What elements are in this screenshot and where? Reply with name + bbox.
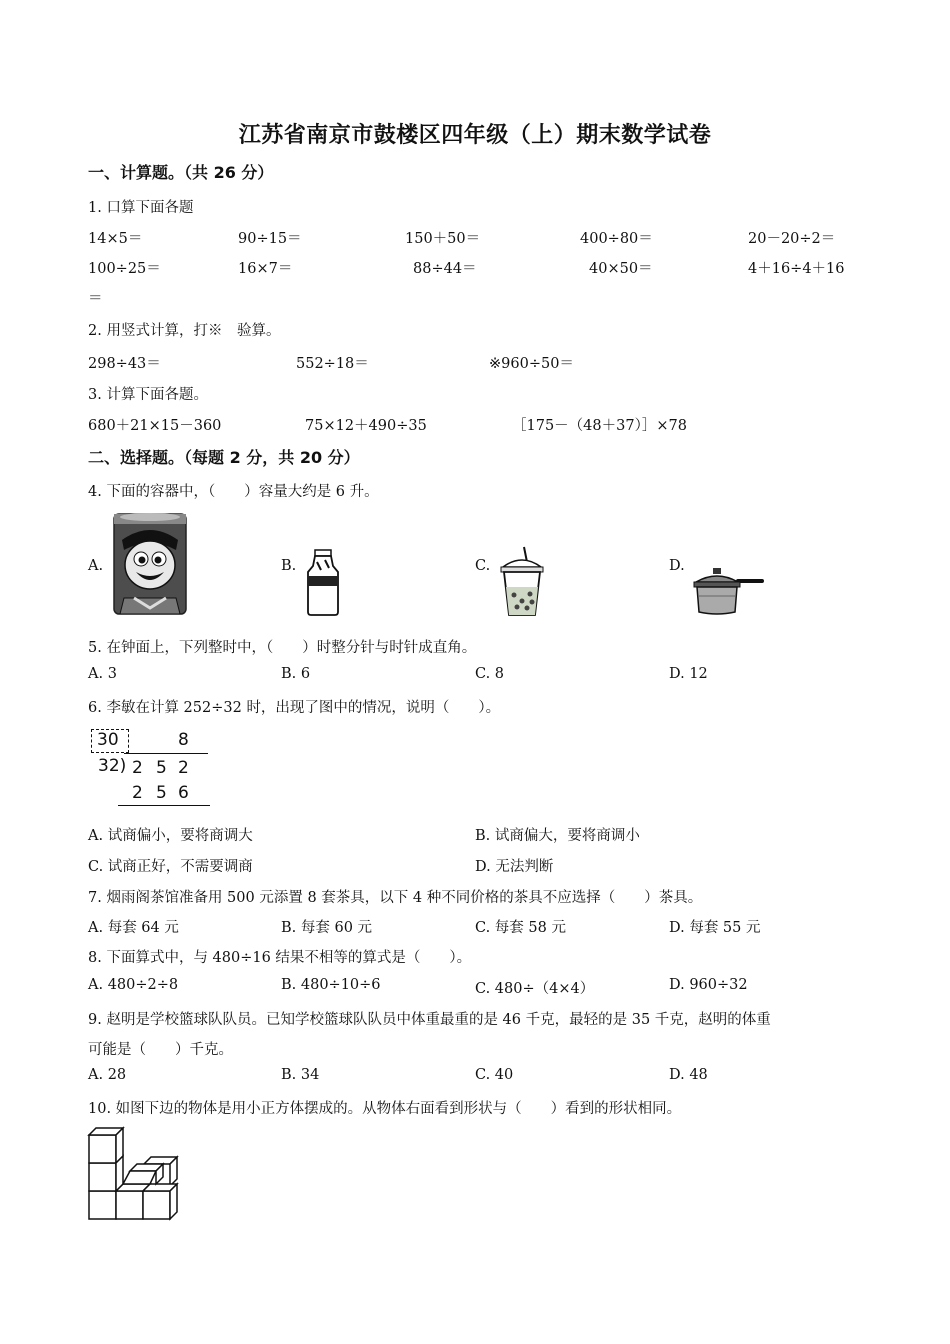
product-digit: 2 (132, 783, 143, 803)
q1-item: 4＋16÷4＋16 (748, 261, 845, 277)
q1-item: 20－20÷2＝ (748, 231, 836, 247)
question-2-stem: 2. 用竖式计算，打※ 验算。 (88, 323, 281, 339)
q5-option-a: A. 3 (88, 666, 117, 682)
dividend-digit: 2 (132, 758, 143, 778)
q6-option-c: C. 试商正好，不需要调商 (88, 859, 253, 875)
q7-option-d: D. 每套 55 元 (669, 920, 761, 936)
question-9-stem-line-2: 可能是（ ）千克。 (88, 1042, 233, 1058)
q9-option-a: A. 28 (88, 1067, 127, 1083)
long-division-figure (88, 726, 218, 810)
q8-option-a: A. 480÷2÷8 (88, 977, 179, 993)
cube-stack-figure (86, 1124, 186, 1224)
question-8-stem: 8. 下面算式中，与 480÷16 结果不相等的算式是（ ）。 (88, 950, 472, 966)
q3-item: 75×12＋490÷35 (305, 418, 427, 434)
q5-option-b: B. 6 (281, 666, 311, 682)
product-digit: 6 (178, 783, 189, 803)
q1-item: 14×5＝ (88, 231, 143, 247)
dividend-digit: 2 (178, 758, 189, 778)
pressure-cooker-image (690, 566, 766, 618)
q1-item: 40×50＝ (589, 261, 653, 277)
can-image (110, 510, 190, 618)
question-10-stem: 10. 如图下边的物体是用小正方体摆成的。从物体右面看到形状与（ ）看到的形状相同。 (88, 1101, 682, 1117)
q7-option-b: B. 每套 60 元 (281, 920, 373, 936)
trial-quotient: 30 (97, 730, 119, 750)
q2-item: ※960÷50＝ (489, 356, 574, 372)
q5-option-c: C. 8 (475, 666, 505, 682)
question-4-stem: 4. 下面的容器中，（ ）容量大约是 6 升。 (88, 484, 379, 500)
quotient-digit: 8 (178, 730, 189, 750)
q1-item: 16×7＝ (238, 261, 293, 277)
section-heading-choice: 二、选择题。（每题 2 分，共 20 分） (88, 448, 360, 467)
q1-item: 90÷15＝ (238, 231, 302, 247)
q9-option-d: D. 48 (669, 1067, 708, 1083)
q8-option-d: D. 960÷32 (669, 977, 748, 993)
q8-option-b: B. 480÷10÷6 (281, 977, 381, 993)
q4-option-a-label: A. (88, 558, 104, 574)
question-9-stem-line-1: 9. 赵明是学校篮球队队员。已知学校篮球队队员中体重最重的是 46 千克，最轻的是 35 千克，赵明的体重 (88, 1012, 771, 1028)
q1-item: 150＋50＝ (405, 231, 481, 247)
q9-option-c: C. 40 (475, 1067, 514, 1083)
q7-option-a: A. 每套 64 元 (88, 920, 179, 936)
q2-item: 552÷18＝ (296, 356, 369, 372)
q4-option-c-label: C. (475, 558, 491, 574)
milk-bottle-image (303, 548, 343, 618)
product-digit: 5 (156, 783, 167, 803)
q1-item-wrap: ＝ (88, 291, 103, 307)
question-5-stem: 5. 在钟面上，下列整时中，（ ）时整分针与时针成直角。 (88, 640, 477, 656)
q5-option-d: D. 12 (669, 666, 708, 682)
q1-item: 88÷44＝ (413, 261, 477, 277)
bubble-tea-cup-image (497, 545, 547, 619)
q1-item: 400÷80＝ (580, 231, 653, 247)
dividend-digit: 5 (156, 758, 167, 778)
q7-option-c: C. 每套 58 元 (475, 920, 566, 936)
q4-option-d-label: D. (669, 558, 685, 574)
divisor: 32) (98, 756, 127, 776)
question-3-stem: 3. 计算下面各题。 (88, 387, 208, 403)
q6-option-d: D. 无法判断 (475, 859, 554, 875)
section-heading-calculation: 一、计算题。（共 26 分） (88, 163, 274, 182)
q3-item: ［175－（48＋37）］×78 (512, 418, 687, 434)
question-7-stem: 7. 烟雨阁茶馆准备用 500 元添置 8 套茶具，以下 4 种不同价格的茶具不应选择（ ）茶具。 (88, 890, 703, 906)
q1-item: 100÷25＝ (88, 261, 161, 277)
q9-option-b: B. 34 (281, 1067, 320, 1083)
q6-option-a: A. 试商偏小，要将商调大 (88, 828, 253, 844)
question-1-stem: 1. 口算下面各题 (88, 200, 194, 216)
q4-option-b-label: B. (281, 558, 297, 574)
q2-item: 298÷43＝ (88, 356, 161, 372)
question-6-stem: 6. 李敏在计算 252÷32 时，出现了图中的情况，说明（ ）。 (88, 700, 501, 716)
page-title: 江苏省南京市鼓楼区四年级（上）期末数学试卷 (238, 123, 712, 148)
q6-option-b: B. 试商偏大，要将商调小 (475, 828, 640, 844)
q3-item: 680＋21×15－360 (88, 418, 222, 434)
q8-option-c: C. 480÷（4×4） (475, 981, 595, 997)
